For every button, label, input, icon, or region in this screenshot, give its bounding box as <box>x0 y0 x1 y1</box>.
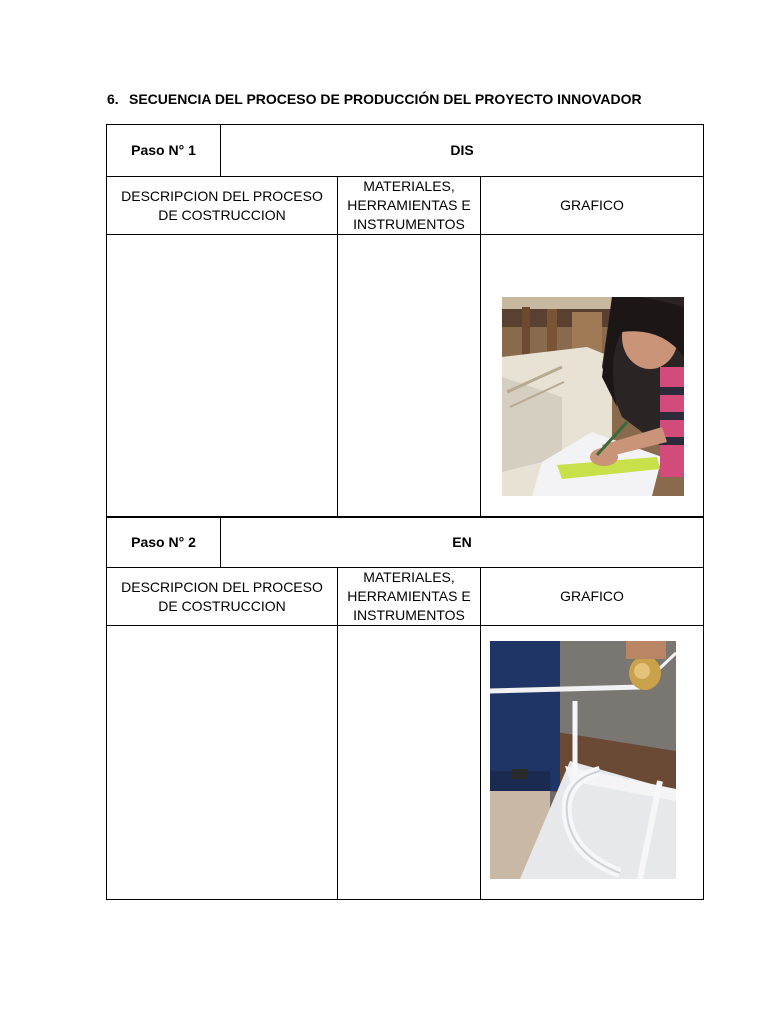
step-1-graphic-cell <box>481 235 704 518</box>
step-1-title: DIS <box>221 125 704 177</box>
step-2-col-materials-text: MATERIALES, HERRAMIENTAS E INSTRUMENTOS <box>347 569 471 623</box>
step-2-col-description <box>107 568 338 626</box>
step-1-materials-cell[interactable] <box>338 235 481 518</box>
step-2-graphic-cell <box>481 626 704 900</box>
step-2-title: EN <box>221 517 704 568</box>
step-1-content-row <box>107 235 704 518</box>
step-1-header-row <box>107 125 704 177</box>
step-2-description-cell[interactable] <box>107 626 338 900</box>
step-2-content-row <box>107 626 704 900</box>
step-2-col-materials <box>338 568 481 626</box>
step-2-header-row <box>107 517 704 568</box>
step-1-col-materials <box>338 177 481 235</box>
step-2-label: Paso N° 2 <box>107 517 221 568</box>
step-2-col-description-text: DESCRIPCION DEL PROCESO DE COSTRUCCION <box>121 578 323 614</box>
step-1-label: Paso N° 1 <box>107 125 221 177</box>
step-2-col-graphic: GRAFICO <box>481 568 704 626</box>
step-1-col-materials-text: MATERIALES, HERRAMIENTAS E INSTRUMENTOS <box>347 178 471 232</box>
step-1-table <box>106 124 704 518</box>
person-drawing-on-paper-photo <box>502 297 684 496</box>
step-1-columns-row <box>107 177 704 235</box>
step-2-columns-row <box>107 568 704 626</box>
person-bending-white-strip-photo <box>490 641 676 879</box>
section-number: 6. <box>107 91 119 107</box>
step-1-description-cell[interactable] <box>107 235 338 518</box>
step-2-table <box>106 516 704 900</box>
section-heading <box>107 91 642 107</box>
section-title: SECUENCIA DEL PROCESO DE PRODUCCIÓN DEL PROYECTO INNOVADOR <box>129 91 642 107</box>
step-1-col-graphic: GRAFICO <box>481 177 704 235</box>
step-2-materials-cell[interactable] <box>338 626 481 900</box>
step-1-col-description <box>107 177 338 235</box>
step-1-col-description-text: DESCRIPCION DEL PROCESO DE COSTRUCCION <box>121 187 323 223</box>
